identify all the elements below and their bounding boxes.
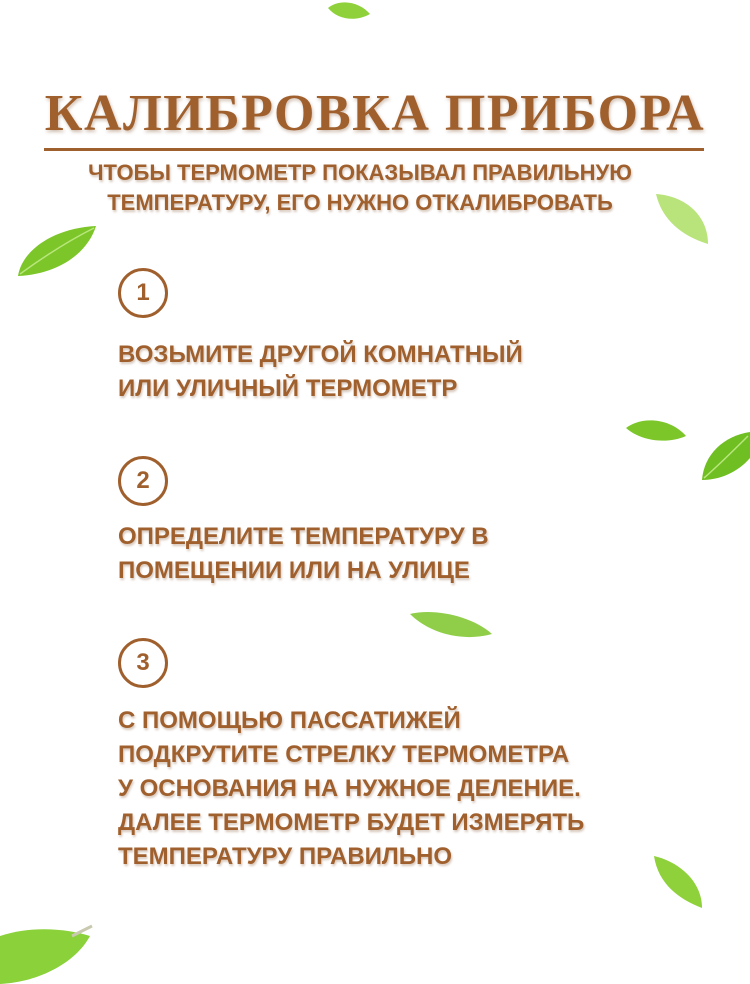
step-1-text — [118, 338, 718, 406]
subtitle-line: ЧТОБЫ ТЕРМОМЕТР ПОКАЗЫВАЛ ПРАВИЛЬНУЮ — [88, 160, 632, 185]
step-line: У ОСНОВАНИЯ НА НУЖНОЕ ДЕЛЕНИЕ. — [118, 775, 581, 802]
page-title: КАЛИБРОВКА ПРИБОРА — [44, 85, 706, 142]
leaf-icon — [326, 0, 372, 24]
step-line: С ПОМОЩЬЮ ПАССАТИЖЕЙ — [118, 707, 461, 734]
step-line: ПОДКРУТИТЕ СТРЕЛКУ ТЕРМОМЕТРА — [118, 741, 570, 768]
leaf-icon — [14, 222, 100, 280]
step-1-number: 1 — [118, 268, 168, 318]
step-3-number: 3 — [118, 638, 168, 688]
step-line: ТЕМПЕРАТУРУ ПРАВИЛЬНО — [118, 843, 452, 870]
step-line: ВОЗЬМИТЕ ДРУГОЙ КОМНАТНЫЙ — [118, 341, 523, 368]
step-line: ДАЛЕЕ ТЕРМОМЕТР БУДЕТ ИЗМЕРЯТЬ — [118, 809, 585, 836]
leaf-icon — [408, 608, 494, 644]
leaf-icon — [0, 922, 96, 984]
step-2-number: 2 — [118, 456, 168, 506]
leaf-icon — [624, 416, 688, 444]
subtitle-line: ТЕМПЕРАТУРУ, ЕГО НУЖНО ОТКАЛИБРОВАТЬ — [107, 190, 613, 215]
step-line: ИЛИ УЛИЧНЫЙ ТЕРМОМЕТР — [118, 375, 458, 402]
step-line: ОПРЕДЕЛИТЕ ТЕМПЕРАТУРУ В — [118, 523, 489, 550]
subtitle — [0, 158, 720, 218]
step-2-text — [118, 520, 718, 588]
step-line: ПОМЕЩЕНИИ ИЛИ НА УЛИЦЕ — [118, 557, 470, 584]
title-divider — [44, 148, 704, 151]
step-3-text — [118, 704, 718, 874]
leaf-icon — [698, 428, 750, 484]
